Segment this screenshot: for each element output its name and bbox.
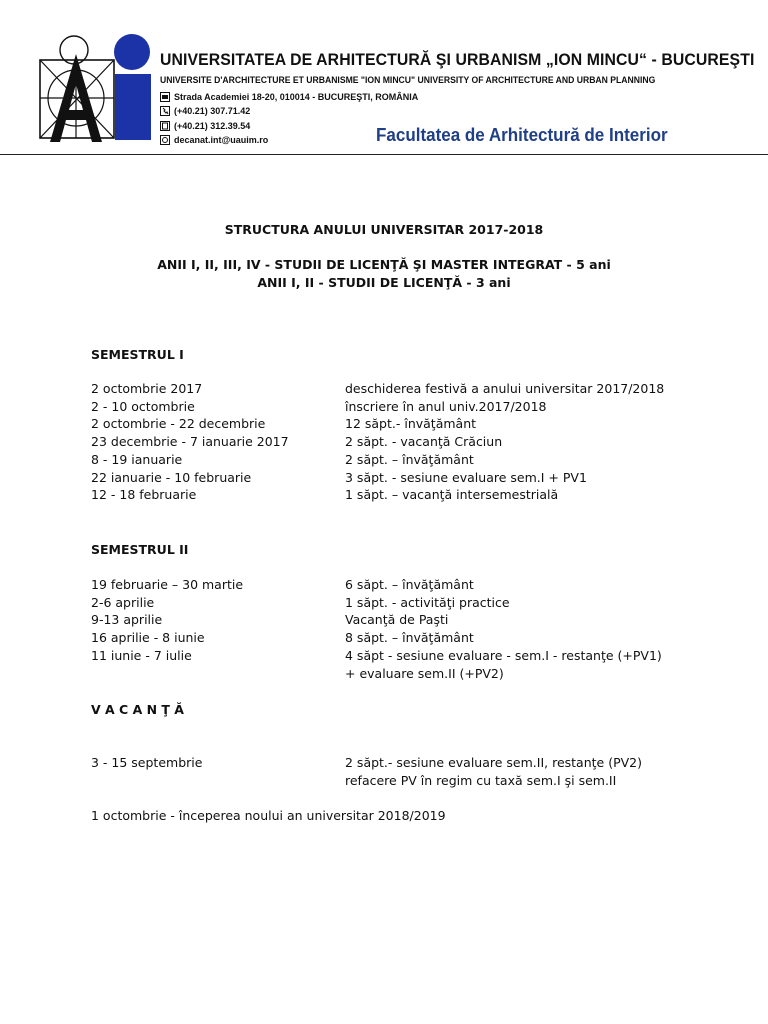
faculty-name: Facultatea de Arhitectură de Interior: [376, 124, 668, 145]
logo-graphic: [36, 34, 154, 150]
row-activity: 1 săpt. - activităţi practice: [345, 595, 510, 610]
fax-text: (+40.21) 312.39.54: [174, 121, 251, 131]
email-icon: [160, 135, 170, 145]
document-subtitle-2: ANII I, II - STUDII DE LICENŢĂ - 3 ani: [257, 275, 511, 290]
row-activity: 1 săpt. – vacanţă intersemestrială: [345, 487, 559, 502]
university-name: UNIVERSITATEA DE ARHITECTURĂ ŞI URBANISM „ION MINCU“ - BUCUREŞTI: [160, 50, 755, 69]
phone-icon: [160, 106, 170, 116]
email-text[interactable]: decanat.int@uauim.ro: [174, 135, 269, 145]
contact-email[interactable]: [160, 135, 268, 145]
row-activity: 2 săpt. - vacanţă Crăciun: [345, 434, 503, 449]
row-activity: 2 săpt.- sesiune evaluare sem.II, restanţe (PV2) refacere PV în regim cu taxă sem.I şi sem.II: [345, 755, 643, 788]
row-activity: deschiderea festivă a anului universitar 2017/2018: [345, 381, 665, 396]
row-date: 9-13 aprilie: [91, 612, 163, 627]
university-logo: [36, 34, 154, 150]
row-date: 2 - 10 octombrie: [91, 399, 195, 414]
row-date: 3 - 15 septembrie: [91, 755, 203, 770]
row-activity: 6 săpt. – învăţământ: [345, 577, 474, 592]
contact-address: [160, 92, 418, 102]
fax-icon: [160, 121, 170, 131]
closing-line: 1 octombrie - începerea noului an universitar 2018/2019: [91, 808, 446, 823]
semester-2-heading: SEMESTRUL II: [91, 542, 189, 557]
row-date: 23 decembrie - 7 ianuarie 2017: [91, 434, 289, 449]
row-date: 22 ianuarie - 10 februarie: [91, 470, 252, 485]
phone-text: (+40.21) 307.71.42: [174, 106, 251, 116]
letterhead: [0, 0, 768, 156]
row-date: 16 aprilie - 8 iunie: [91, 630, 205, 645]
row-activity: înscriere în anul univ.2017/2018: [345, 399, 547, 414]
row-activity: 2 săpt. – învăţământ: [345, 452, 474, 467]
row-activity: Vacanţă de Paşti: [345, 612, 449, 627]
row-date: 2 octombrie 2017: [91, 381, 203, 396]
document-subtitle-1: ANII I, II, III, IV - STUDII DE LICENŢĂ ŞI MASTER INTEGRAT - 5 ani: [157, 257, 611, 272]
contact-phone: [160, 106, 250, 116]
row-activity: 4 săpt - sesiune evaluare - sem.I - restanţe (+PV1) + evaluare sem.II (+PV2): [345, 648, 662, 681]
row-activity: 8 săpt. – învăţământ: [345, 630, 474, 645]
contact-fax: [160, 121, 250, 131]
row-date: 2-6 aprilie: [91, 595, 155, 610]
header-divider: [0, 154, 768, 155]
row-activity: 3 săpt. - sesiune evaluare sem.I + PV1: [345, 470, 587, 485]
row-date: 12 - 18 februarie: [91, 487, 197, 502]
address-icon: [160, 92, 170, 102]
row-date: 8 - 19 ianuarie: [91, 452, 183, 467]
row-date: 19 februarie – 30 martie: [91, 577, 244, 592]
row-date: 11 iunie - 7 iulie: [91, 648, 192, 663]
row-activity: 12 săpt.- învăţământ: [345, 416, 477, 431]
vacation-heading: V A C A N Ţ Ă: [91, 702, 184, 717]
address-text: Strada Academiei 18-20, 010014 - BUCUREŞTI, ROMÂNIA: [174, 92, 419, 102]
document-title: STRUCTURA ANULUI UNIVERSITAR 2017-2018: [224, 222, 544, 237]
university-subtitle: UNIVERSITE D'ARCHITECTURE ET URBANISME "ION MINCU" UNIVERSITY OF ARCHITECTURE AND URBAN PLANNING: [160, 74, 656, 85]
row-date: 2 octombrie - 22 decembrie: [91, 416, 266, 431]
semester-1-heading: SEMESTRUL I: [91, 347, 184, 362]
